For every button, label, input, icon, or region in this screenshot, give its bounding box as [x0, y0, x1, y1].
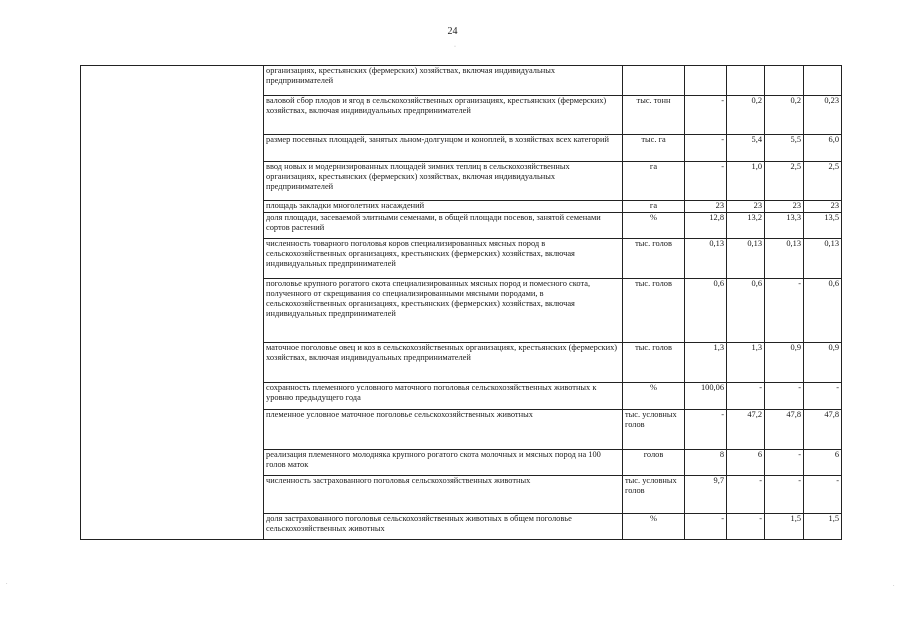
value-cell: 0,9: [804, 343, 842, 383]
value-cell: 2,5: [765, 162, 804, 201]
value-cell: 0,23: [804, 96, 842, 135]
indicator-name: валовой сбор плодов и ягод в сельскохозяйственных организациях, крестьянских (фермерских) хозяйствах, включая индивидуальных предпринимателей: [264, 96, 623, 135]
indicator-name: площадь закладки многолетних насаждений: [264, 201, 623, 213]
empty-left-column: [81, 66, 264, 540]
table-row: [81, 66, 842, 96]
indicators-table: [80, 65, 842, 540]
value-cell: 0,13: [765, 239, 804, 279]
value-cell: 5,4: [727, 135, 765, 162]
unit-cell: га: [623, 201, 685, 213]
value-cell: 23: [804, 201, 842, 213]
value-cell: 9,7: [685, 476, 727, 514]
value-cell: 6: [804, 450, 842, 476]
value-cell: -: [804, 476, 842, 514]
value-cell: 0,2: [765, 96, 804, 135]
indicator-name: доля площади, засеваемой элитными семенами, в общей площади посевов, занятой семенами сортов растений: [264, 213, 623, 239]
indicator-name: поголовье крупного рогатого скота специализированных мясных пород и помесного скота, полученного от скрещивания со специализированными мясными породами, в сельскохозяйственных организациях, крестьянских (фермерских) хозяйствах, включая индивидуальных предпринимателей: [264, 279, 623, 343]
unit-cell: голов: [623, 450, 685, 476]
value-cell: -: [804, 383, 842, 410]
indicator-name: ввод новых и модернизированных площадей зимних теплиц в сельскохозяйственных организациях, крестьянских (фермерских) хозяйствах, включая индивидуальных предпринимателей: [264, 162, 623, 201]
value-cell: [765, 66, 804, 96]
unit-cell: %: [623, 514, 685, 540]
indicator-name: размер посевных площадей, занятых льном-долгунцом и коноплей, в хозяйствах всех категорий: [264, 135, 623, 162]
value-cell: 0,13: [685, 239, 727, 279]
indicator-name: численность застрахованного поголовья сельскохозяйственных животных: [264, 476, 623, 514]
value-cell: 1,0: [727, 162, 765, 201]
value-cell: -: [685, 410, 727, 450]
value-cell: 0,9: [765, 343, 804, 383]
page-number: 24: [447, 26, 458, 37]
value-cell: -: [685, 514, 727, 540]
scan-mark-left: .: [6, 580, 8, 586]
unit-cell: %: [623, 213, 685, 239]
value-cell: 6,0: [804, 135, 842, 162]
value-cell: 5,5: [765, 135, 804, 162]
value-cell: 13,5: [804, 213, 842, 239]
value-cell: -: [727, 383, 765, 410]
value-cell: 1,5: [765, 514, 804, 540]
indicator-name: доля застрахованного поголовья сельскохозяйственных животных в общем поголовье сельскохозяйственных животных: [264, 514, 623, 540]
value-cell: [685, 66, 727, 96]
value-cell: 100,06: [685, 383, 727, 410]
unit-cell: тыс. га: [623, 135, 685, 162]
value-cell: 1,3: [685, 343, 727, 383]
value-cell: 1,3: [727, 343, 765, 383]
value-cell: 23: [765, 201, 804, 213]
value-cell: -: [765, 450, 804, 476]
value-cell: 0,13: [804, 239, 842, 279]
value-cell: 0,6: [804, 279, 842, 343]
value-cell: -: [685, 162, 727, 201]
unit-cell: [623, 66, 685, 96]
scan-mark-right: .: [893, 582, 895, 588]
indicator-name: численность товарного поголовья коров специализированных мясных пород в сельскохозяйственных организациях, крестьянских (фермерских) хозяйствах, включая индивидуальных предпринимателей: [264, 239, 623, 279]
value-cell: 8: [685, 450, 727, 476]
value-cell: 0,2: [727, 96, 765, 135]
value-cell: -: [727, 514, 765, 540]
unit-cell: %: [623, 383, 685, 410]
value-cell: 1,5: [804, 514, 842, 540]
value-cell: -: [685, 96, 727, 135]
value-cell: 47,8: [804, 410, 842, 450]
value-cell: -: [685, 135, 727, 162]
indicator-name: племенное условное маточное поголовье сельскохозяйственных животных: [264, 410, 623, 450]
value-cell: -: [765, 383, 804, 410]
unit-cell: га: [623, 162, 685, 201]
value-cell: [804, 66, 842, 96]
value-cell: 2,5: [804, 162, 842, 201]
value-cell: 0,6: [685, 279, 727, 343]
value-cell: [727, 66, 765, 96]
value-cell: -: [765, 279, 804, 343]
indicator-name: реализация племенного молодняка крупного рогатого скота молочных и мясных пород на 100 голов маток: [264, 450, 623, 476]
unit-cell: тыс. условных голов: [623, 476, 685, 514]
indicator-name: организациях, крестьянских (фермерских) хозяйствах, включая индивидуальных предпринимателей: [264, 66, 623, 96]
value-cell: -: [765, 476, 804, 514]
value-cell: 47,8: [765, 410, 804, 450]
indicator-name: сохранность племенного условного маточного поголовья сельскохозяйственных животных к уровню предыдущего года: [264, 383, 623, 410]
indicator-name: маточное поголовье овец и коз в сельскохозяйственных организациях, крестьянских (фермерских) хозяйствах, включая индивидуальных предпринимателей: [264, 343, 623, 383]
value-cell: 0,6: [727, 279, 765, 343]
value-cell: -: [727, 476, 765, 514]
value-cell: 23: [727, 201, 765, 213]
value-cell: 12,8: [685, 213, 727, 239]
unit-cell: тыс. голов: [623, 239, 685, 279]
value-cell: 23: [685, 201, 727, 213]
value-cell: 13,3: [765, 213, 804, 239]
scan-dot: ·: [454, 44, 456, 50]
unit-cell: тыс. голов: [623, 279, 685, 343]
unit-cell: тыс. тонн: [623, 96, 685, 135]
value-cell: 13,2: [727, 213, 765, 239]
unit-cell: тыс. условных голов: [623, 410, 685, 450]
value-cell: 47,2: [727, 410, 765, 450]
value-cell: 0,13: [727, 239, 765, 279]
value-cell: 6: [727, 450, 765, 476]
unit-cell: тыс. голов: [623, 343, 685, 383]
